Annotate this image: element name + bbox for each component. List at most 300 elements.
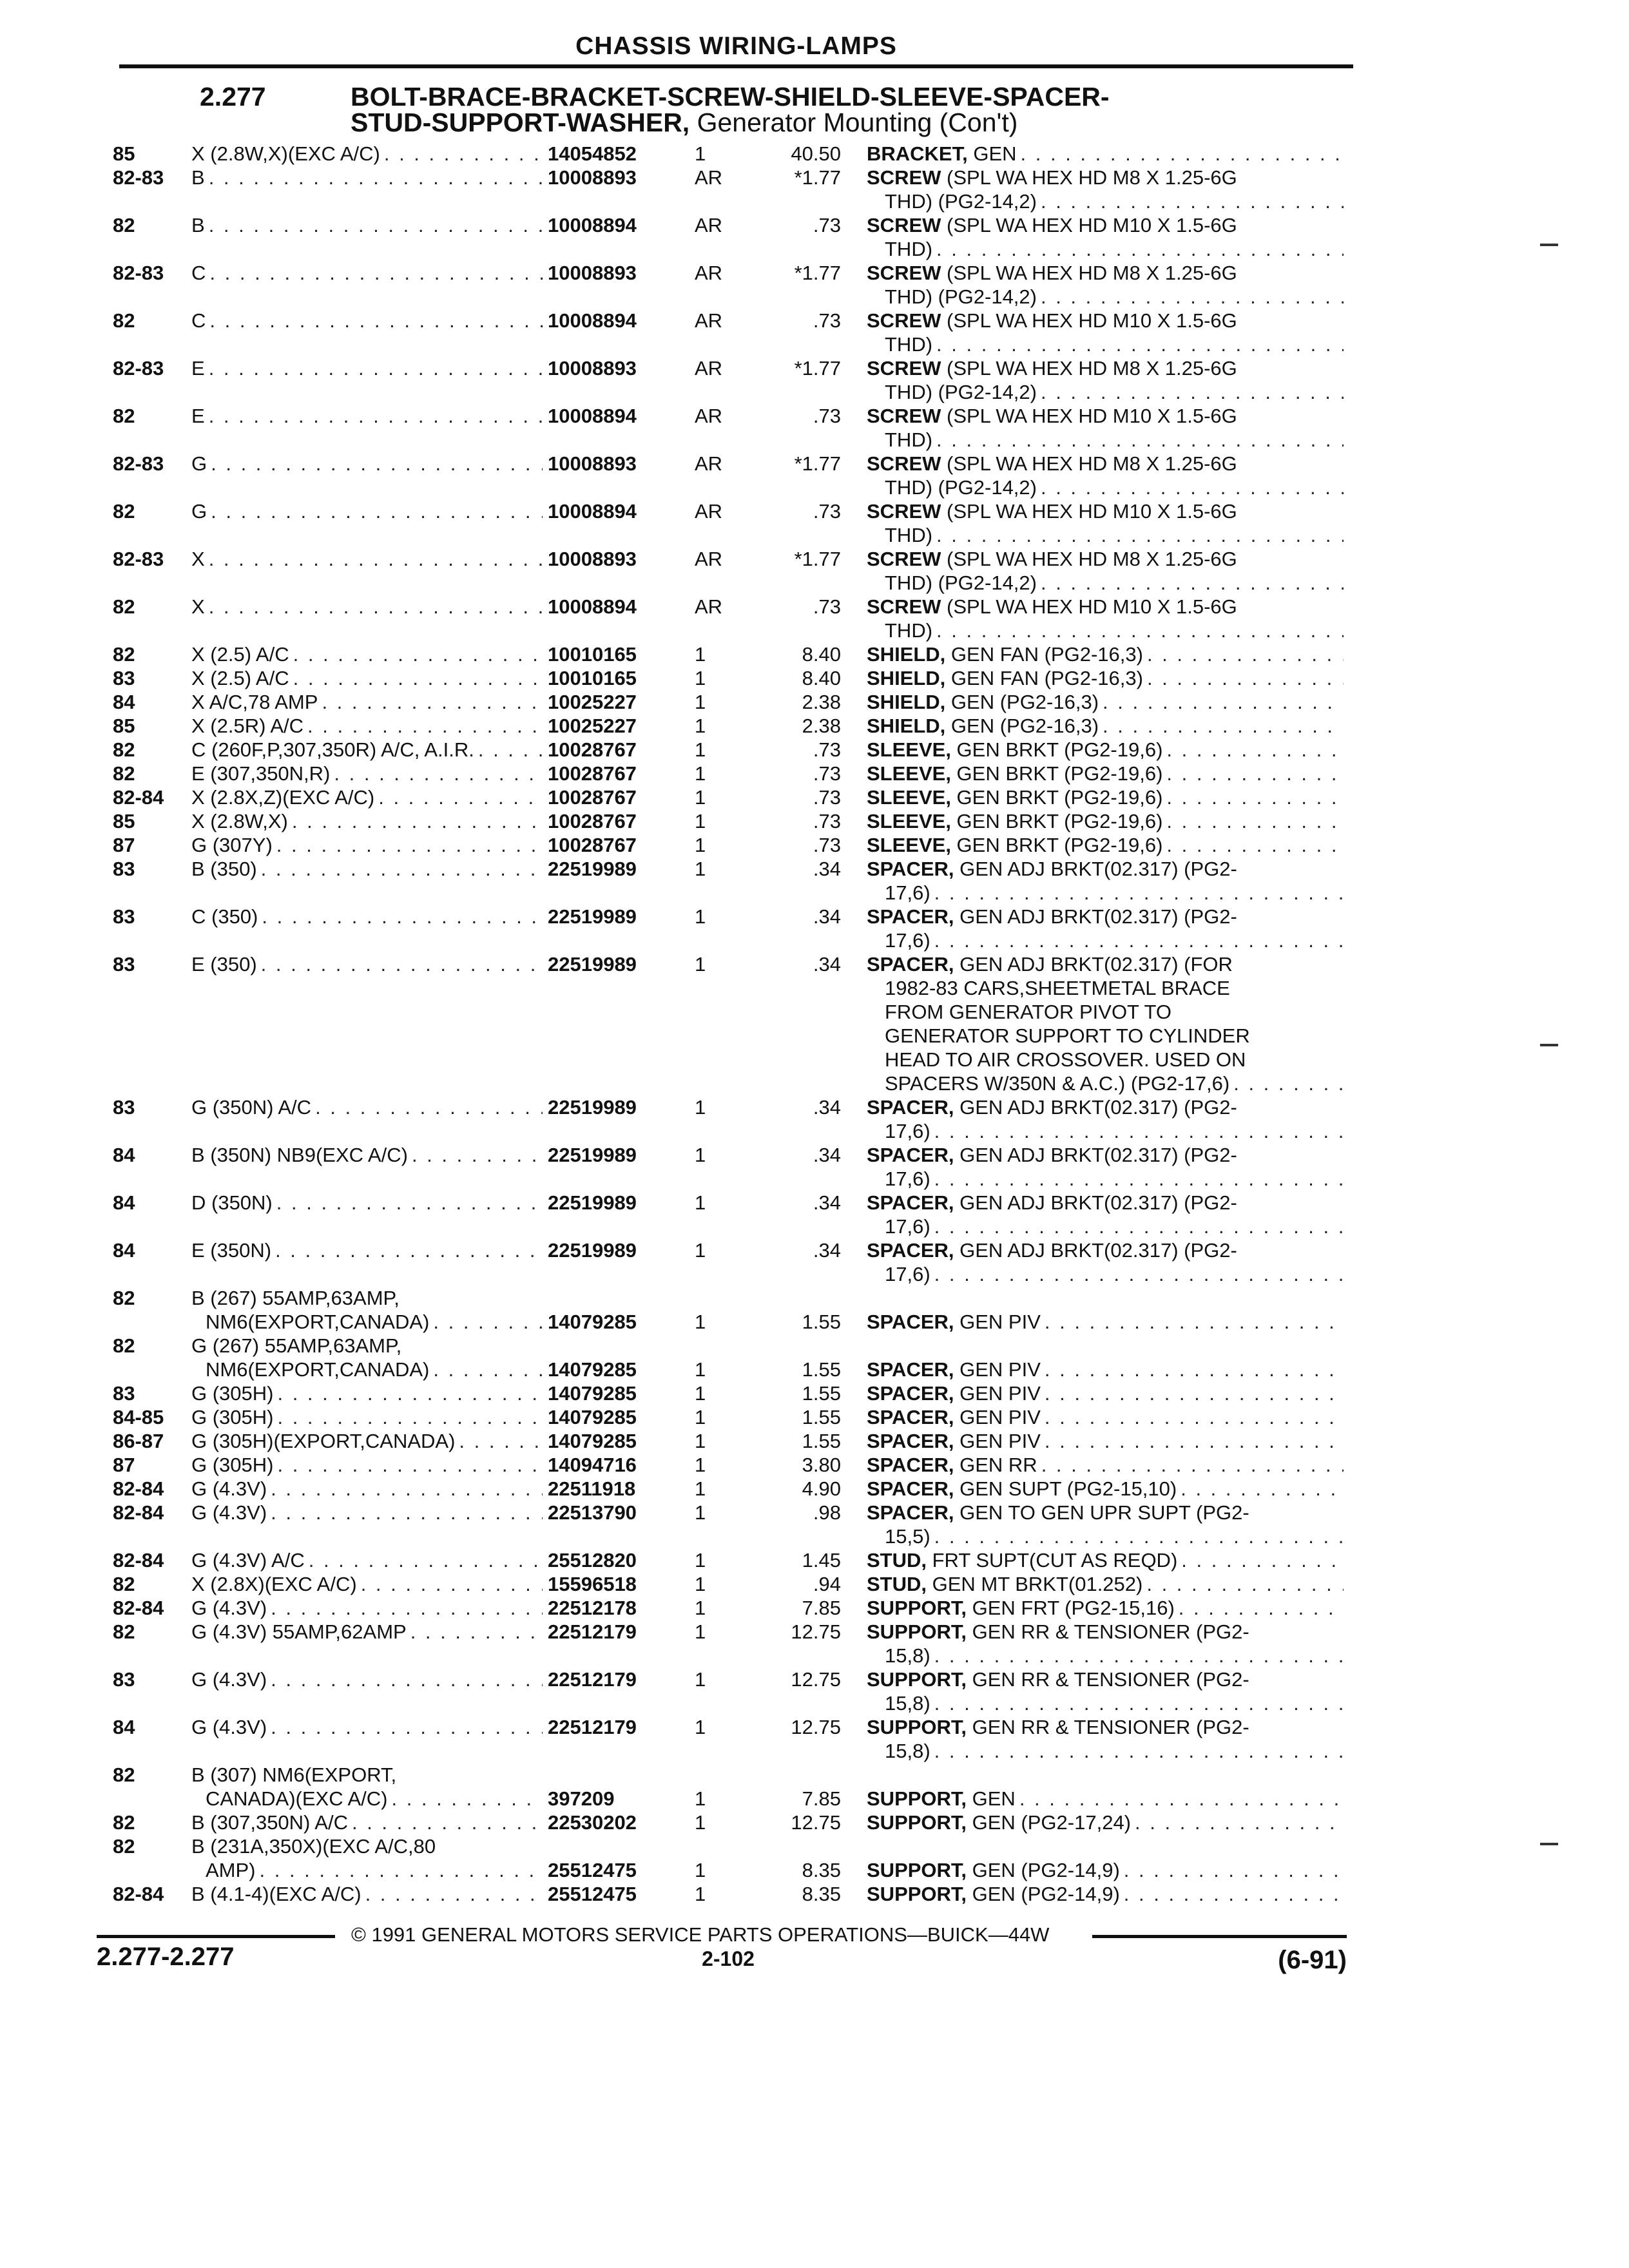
- description-cell: [867, 1620, 1344, 1667]
- model-cell: [191, 1238, 543, 1262]
- part-detail: (SPL WA HEX HD M8 X 1.25-6G: [941, 548, 1237, 570]
- model-line: [191, 213, 543, 237]
- table-row: [0, 142, 1629, 166]
- description-line: [867, 356, 1344, 380]
- year-cell: 82: [113, 1287, 135, 1309]
- leader-dots: [1233, 1072, 1344, 1095]
- description-text: [867, 1095, 1241, 1119]
- part-name: SLEEVE,: [867, 738, 951, 761]
- description-cell: [867, 1286, 1344, 1334]
- model-text: C: [191, 309, 206, 332]
- model-line: [191, 1334, 543, 1358]
- table-row: [0, 762, 1629, 785]
- part-number-cell: 10008893: [548, 548, 637, 570]
- description-text: [867, 1620, 1253, 1644]
- table-row: [0, 1882, 1629, 1906]
- year-cell: 83: [113, 953, 135, 975]
- part-name: SCREW: [867, 500, 941, 523]
- part-number-cell: 22530202: [548, 1811, 637, 1834]
- quantity-cell: AR: [695, 166, 723, 189]
- model-line: [191, 1834, 543, 1858]
- table-row: [0, 261, 1629, 309]
- table-row: [0, 642, 1629, 666]
- model-line: [191, 1358, 543, 1381]
- year-cell: 84: [113, 1716, 135, 1738]
- leader-dots: [365, 1882, 543, 1906]
- quantity-cell: 1: [695, 715, 706, 737]
- description-cell: [867, 166, 1344, 213]
- description-cell: [867, 261, 1344, 309]
- section-title-line2: [351, 108, 1017, 137]
- description-line: [867, 642, 1344, 666]
- description-text: [867, 1119, 934, 1143]
- quantity-cell: 1: [695, 1430, 706, 1452]
- price-cell: .73: [813, 309, 841, 332]
- description-text: [867, 380, 1041, 404]
- leader-dots: [315, 1095, 543, 1119]
- leader-dots: [209, 595, 543, 619]
- quantity-cell: 1: [695, 1144, 706, 1166]
- model-line: [191, 1143, 543, 1167]
- description-line: [867, 1405, 1344, 1429]
- leader-dots: [276, 1191, 543, 1215]
- part-detail: SPACERS W/350N & A.C.) (PG2-17,6): [885, 1072, 1230, 1095]
- model-line: [191, 1286, 543, 1310]
- leader-dots: [412, 1143, 543, 1167]
- description-line: [867, 1000, 1344, 1024]
- description-text: [867, 1000, 1175, 1024]
- description-cell: [867, 857, 1344, 905]
- table-row: [0, 738, 1629, 762]
- year-cell: 82: [113, 738, 135, 761]
- part-detail: GEN ADJ BRKT(02.317) (PG2-: [954, 905, 1237, 928]
- part-number-cell: 22519989: [548, 905, 637, 928]
- leader-dots: [1045, 1310, 1344, 1334]
- model-line: [191, 356, 543, 380]
- description-cell: [867, 404, 1344, 452]
- model-text: B (267) 55AMP,63AMP,: [191, 1287, 400, 1309]
- leader-dots: [211, 499, 543, 523]
- part-number-cell: 10028767: [548, 762, 637, 785]
- model-line: [191, 833, 543, 857]
- description-line: [867, 499, 1344, 523]
- quantity-cell: AR: [695, 452, 723, 475]
- model-text: D (350N): [191, 1191, 273, 1214]
- description-text: [867, 1596, 1179, 1620]
- description-text: [867, 1334, 871, 1358]
- table-row: [0, 547, 1629, 595]
- quantity-cell: AR: [695, 500, 723, 523]
- model-line: [191, 1620, 543, 1644]
- year-cell: 84: [113, 1144, 135, 1166]
- price-cell: .73: [813, 834, 841, 856]
- table-row: [0, 1620, 1629, 1667]
- part-detail: GEN (PG2-14,9): [967, 1859, 1120, 1881]
- description-line: [867, 952, 1344, 976]
- description-cell: [867, 1834, 1344, 1882]
- price-cell: 12.75: [791, 1668, 841, 1691]
- model-line: [191, 642, 543, 666]
- model-cell: [191, 1477, 543, 1501]
- part-number-cell: 10028767: [548, 810, 637, 832]
- leader-dots: [433, 1358, 543, 1381]
- part-detail: GENERATOR SUPPORT TO CYLINDER: [885, 1024, 1250, 1047]
- year-cell: 83: [113, 858, 135, 880]
- model-cell: [191, 1882, 543, 1906]
- description-text: [867, 356, 1241, 380]
- leader-dots: [209, 547, 543, 571]
- description-cell: [867, 499, 1344, 547]
- part-detail: GEN PIV: [954, 1358, 1041, 1381]
- footer-rule-right: [1092, 1935, 1347, 1938]
- part-detail: 17,6): [885, 1120, 930, 1142]
- leader-dots: [292, 809, 543, 833]
- model-line: [191, 452, 543, 476]
- part-name: SPACER,: [867, 1454, 954, 1476]
- model-text: NM6(EXPORT,CANADA): [206, 1311, 430, 1333]
- part-name: SPACER,: [867, 1144, 954, 1166]
- part-name: SUPPORT,: [867, 1859, 967, 1881]
- quantity-cell: 1: [695, 1096, 706, 1119]
- table-row: [0, 1501, 1629, 1548]
- table-row: [0, 1453, 1629, 1477]
- part-detail: GEN SUPT (PG2-15,10): [954, 1477, 1177, 1500]
- part-detail: GEN PIV: [954, 1430, 1041, 1452]
- model-line: [191, 1667, 543, 1691]
- leader-dots: [1103, 690, 1344, 714]
- year-cell: 82-83: [113, 262, 164, 284]
- part-detail: THD): [885, 524, 933, 546]
- leader-dots: [261, 857, 543, 881]
- description-cell: [867, 1811, 1344, 1834]
- year-cell: 82: [113, 214, 135, 236]
- model-text: X (2.5) A/C: [191, 667, 289, 689]
- description-line: [867, 785, 1344, 809]
- part-number-cell: 10025227: [548, 691, 637, 713]
- model-text: E: [191, 405, 205, 427]
- part-name: SCREW: [867, 548, 941, 570]
- leader-dots: [261, 952, 543, 976]
- model-cell: [191, 1763, 543, 1811]
- leader-dots: [271, 1501, 543, 1524]
- part-number-cell: 14054852: [548, 142, 637, 165]
- model-cell: [191, 857, 543, 881]
- description-text: [867, 1644, 934, 1667]
- part-name: SLEEVE,: [867, 834, 951, 856]
- model-cell: [191, 690, 543, 714]
- model-cell: [191, 1095, 543, 1119]
- page-header: CHASSIS WIRING-LAMPS: [575, 32, 897, 60]
- description-line: [867, 762, 1344, 785]
- description-line: [867, 404, 1344, 428]
- leader-dots: [934, 1524, 1344, 1548]
- price-cell: .34: [813, 1239, 841, 1262]
- table-row: [0, 905, 1629, 952]
- description-text: [867, 1191, 1241, 1215]
- description-cell: [867, 738, 1344, 762]
- part-number-cell: 10010165: [548, 643, 637, 666]
- year-cell: 83: [113, 1382, 135, 1405]
- model-line: [191, 261, 543, 285]
- leader-dots: [459, 1429, 543, 1453]
- description-line: [867, 1858, 1344, 1882]
- description-text: [867, 1572, 1146, 1596]
- table-row: [0, 404, 1629, 452]
- price-cell: .98: [813, 1501, 841, 1524]
- description-text: [867, 332, 936, 356]
- model-cell: [191, 1715, 543, 1739]
- leader-dots: [934, 1167, 1344, 1191]
- description-text: [867, 237, 936, 261]
- part-detail: GEN (PG2-16,3): [945, 691, 1099, 713]
- model-line: [191, 1882, 543, 1906]
- table-row: [0, 1763, 1629, 1811]
- year-cell: 82: [113, 405, 135, 427]
- leader-dots: [209, 404, 543, 428]
- part-number-cell: 10010165: [548, 667, 637, 689]
- part-detail: GEN RR & TENSIONER (PG2-: [967, 1620, 1249, 1643]
- part-name: SCREW: [867, 214, 941, 236]
- description-line: [867, 1310, 1344, 1334]
- price-cell: 1.55: [802, 1406, 841, 1428]
- model-text: G (307Y): [191, 834, 273, 856]
- model-cell: [191, 809, 543, 833]
- description-text: [867, 738, 1166, 762]
- description-line: [867, 1048, 1344, 1072]
- model-cell: [191, 762, 543, 785]
- description-text: [867, 714, 1103, 738]
- header-rule: [119, 64, 1353, 68]
- part-number-cell: 10008893: [548, 357, 637, 380]
- description-line: [867, 285, 1344, 309]
- quantity-cell: 1: [695, 1620, 706, 1643]
- model-text: B (350N) NB9(EXC A/C): [191, 1144, 408, 1166]
- model-line: [191, 1548, 543, 1572]
- part-name: SHIELD,: [867, 715, 946, 737]
- part-number-cell: 397209: [548, 1787, 615, 1810]
- part-detail: THD): [885, 619, 933, 642]
- year-cell: 85: [113, 715, 135, 737]
- year-cell: 82: [113, 500, 135, 523]
- description-text: [867, 1548, 1181, 1572]
- description-text: [867, 642, 1147, 666]
- description-text: [867, 952, 1237, 976]
- description-line: [867, 1572, 1344, 1596]
- price-cell: 8.40: [802, 667, 841, 689]
- model-cell: [191, 213, 543, 237]
- leader-dots: [209, 166, 543, 189]
- description-line: [867, 1191, 1344, 1215]
- leader-dots: [1041, 571, 1344, 595]
- description-cell: [867, 213, 1344, 261]
- price-cell: .73: [813, 786, 841, 809]
- part-detail: GEN BRKT (PG2-19,6): [950, 738, 1163, 761]
- model-cell: [191, 833, 543, 857]
- leader-dots: [1045, 1358, 1344, 1381]
- model-text: E (350N): [191, 1239, 272, 1262]
- model-text: G (305H): [191, 1454, 274, 1476]
- part-name: SLEEVE,: [867, 810, 951, 832]
- footer-section-range: 2.277-2.277: [97, 1943, 235, 1971]
- description-text: [867, 213, 1241, 237]
- model-cell: [191, 1501, 543, 1524]
- part-detail: 15,8): [885, 1644, 930, 1667]
- year-cell: 83: [113, 1668, 135, 1691]
- table-row: [0, 499, 1629, 547]
- description-line: [867, 690, 1344, 714]
- part-detail: GEN ADJ BRKT(02.317) (PG2-: [954, 858, 1237, 880]
- description-line: [867, 1453, 1344, 1477]
- part-number-cell: 22512179: [548, 1620, 637, 1643]
- model-text: X (2.5R) A/C: [191, 715, 304, 737]
- leader-dots: [1166, 833, 1344, 857]
- part-name: SCREW: [867, 262, 941, 284]
- quantity-cell: 1: [695, 1859, 706, 1881]
- model-text: X A/C,78 AMP: [191, 691, 318, 713]
- part-name: SLEEVE,: [867, 762, 951, 785]
- description-text: [867, 1381, 1045, 1405]
- part-detail: GEN BRKT (PG2-19,6): [950, 762, 1163, 785]
- leader-dots: [936, 523, 1344, 547]
- part-name: STUD,: [867, 1549, 927, 1571]
- part-number-cell: 15596518: [548, 1573, 637, 1595]
- part-number-cell: 10028767: [548, 786, 637, 809]
- price-cell: 3.80: [802, 1454, 841, 1476]
- part-detail: (SPL WA HEX HD M8 X 1.25-6G: [941, 262, 1237, 284]
- price-cell: 1.55: [802, 1430, 841, 1452]
- quantity-cell: 1: [695, 1573, 706, 1595]
- description-cell: [867, 1405, 1344, 1429]
- description-line: [867, 857, 1344, 881]
- description-line: [867, 428, 1344, 452]
- year-cell: 82: [113, 1811, 135, 1834]
- leader-dots: [934, 1739, 1344, 1763]
- part-detail: GEN FAN (PG2-16,3): [945, 667, 1143, 689]
- description-line: [867, 309, 1344, 332]
- model-cell: [191, 499, 543, 523]
- model-line: [191, 1763, 543, 1787]
- model-cell: [191, 1596, 543, 1620]
- leader-dots: [277, 1381, 543, 1405]
- part-number-cell: 10008894: [548, 500, 637, 523]
- part-name: SPACER,: [867, 1382, 954, 1405]
- part-number-cell: 10008894: [548, 405, 637, 427]
- model-line: [191, 166, 543, 189]
- model-cell: [191, 1143, 543, 1167]
- description-line: [867, 1358, 1344, 1381]
- description-cell: [867, 1238, 1344, 1286]
- part-name: SUPPORT,: [867, 1716, 967, 1738]
- part-name: SHIELD,: [867, 643, 946, 666]
- description-cell: [867, 762, 1344, 785]
- description-cell: [867, 1572, 1344, 1596]
- part-detail: 15,5): [885, 1525, 930, 1548]
- year-cell: 87: [113, 834, 135, 856]
- model-text: NM6(EXPORT,CANADA): [206, 1358, 430, 1381]
- part-detail: GEN: [967, 142, 1017, 165]
- part-name: SPACER,: [867, 905, 954, 928]
- model-line: [191, 595, 543, 619]
- model-line: [191, 1238, 543, 1262]
- model-text: G (4.3V): [191, 1477, 267, 1500]
- description-cell: [867, 1501, 1344, 1548]
- model-line: [191, 738, 543, 762]
- description-text: [867, 1715, 1253, 1739]
- year-cell: 82-83: [113, 357, 164, 380]
- quantity-cell: 1: [695, 905, 706, 928]
- description-cell: [867, 785, 1344, 809]
- price-cell: 8.35: [802, 1859, 841, 1881]
- description-line: [867, 213, 1344, 237]
- model-cell: [191, 1811, 543, 1834]
- model-text: B (4.1-4)(EXC A/C): [191, 1883, 361, 1905]
- model-text: G (4.3V) A/C: [191, 1549, 305, 1571]
- model-line: [191, 785, 543, 809]
- year-cell: 82-83: [113, 452, 164, 475]
- part-detail: (SPL WA HEX HD M8 X 1.25-6G: [941, 357, 1237, 380]
- model-text: B: [191, 166, 205, 189]
- part-number-cell: 14094716: [548, 1454, 637, 1476]
- description-text: [867, 1072, 1233, 1095]
- table-row: [0, 785, 1629, 809]
- description-cell: [867, 1334, 1344, 1381]
- year-cell: 87: [113, 1454, 135, 1476]
- part-number-cell: 14079285: [548, 1311, 637, 1333]
- model-text: G (4.3V): [191, 1501, 267, 1524]
- description-line: [867, 881, 1344, 905]
- part-number-cell: 10028767: [548, 738, 637, 761]
- description-text: [867, 547, 1241, 571]
- leader-dots: [1147, 666, 1344, 690]
- description-text: [867, 285, 1041, 309]
- part-detail: (SPL WA HEX HD M10 X 1.5-6G: [941, 595, 1237, 618]
- description-line: [867, 666, 1344, 690]
- model-text: G (305H)(EXPORT,CANADA): [191, 1430, 456, 1452]
- description-line: [867, 1596, 1344, 1620]
- model-cell: [191, 261, 543, 285]
- part-detail: 17,6): [885, 1263, 930, 1285]
- part-detail: THD) (PG2-14,2): [885, 381, 1037, 403]
- part-detail: FRT SUPT(CUT AS REQD): [927, 1549, 1178, 1571]
- part-number-cell: 22519989: [548, 858, 637, 880]
- description-text: [867, 1501, 1253, 1524]
- part-detail: GEN (PG2-14,9): [967, 1883, 1120, 1905]
- description-text: [867, 976, 1234, 1000]
- table-row: [0, 1381, 1629, 1405]
- quantity-cell: AR: [695, 357, 723, 380]
- year-cell: 86-87: [113, 1430, 164, 1452]
- part-number-cell: 14079285: [548, 1430, 637, 1452]
- model-text: G (4.3V): [191, 1716, 267, 1738]
- part-number-cell: 10008894: [548, 214, 637, 236]
- leader-dots: [1166, 809, 1344, 833]
- price-cell: *1.77: [794, 452, 841, 475]
- part-detail: GEN (PG2-17,24): [967, 1811, 1132, 1834]
- description-line: [867, 714, 1344, 738]
- description-line: [867, 1620, 1344, 1644]
- part-name: SCREW: [867, 452, 941, 475]
- table-row: [0, 1143, 1629, 1191]
- description-cell: [867, 1548, 1344, 1572]
- model-text: G: [191, 452, 207, 475]
- part-number-cell: 22519989: [548, 1096, 637, 1119]
- price-cell: .73: [813, 810, 841, 832]
- part-number-cell: 10028767: [548, 834, 637, 856]
- leader-dots: [275, 1238, 543, 1262]
- description-text: [867, 1286, 871, 1310]
- footer-date: (6-91): [1278, 1946, 1347, 1974]
- leader-dots: [1103, 714, 1344, 738]
